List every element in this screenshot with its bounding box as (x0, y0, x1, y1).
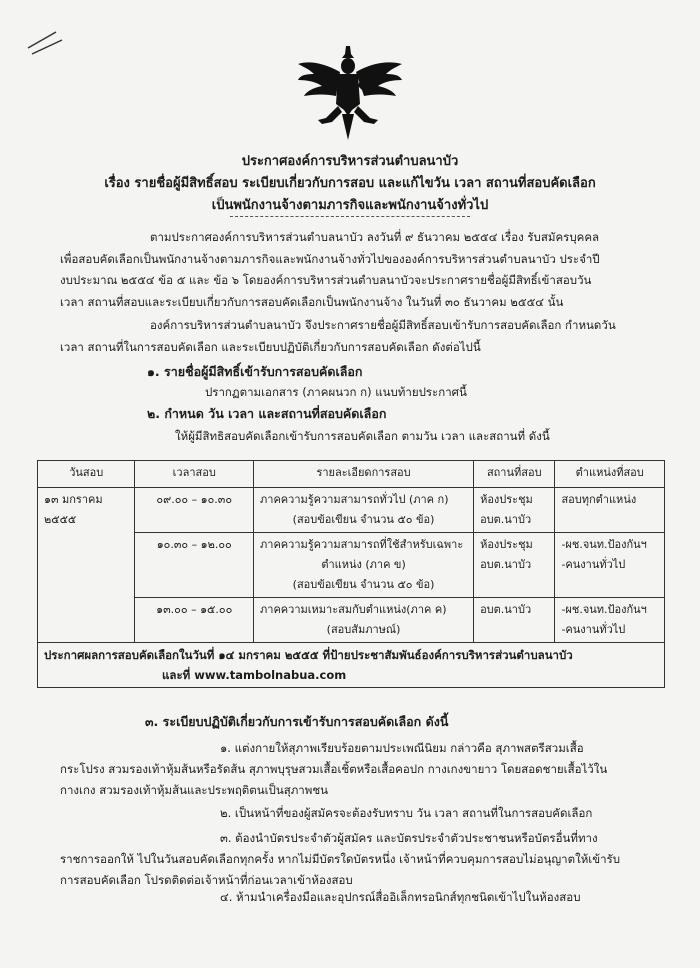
garuda-emblem-icon (296, 44, 404, 144)
table-header-row (38, 461, 665, 488)
rule-item-line: กางเกง สวมรองเท้าหุ้มส้นและประพฤติตนเป็นสุภาพชน (60, 783, 328, 797)
intro-paragraph-1 (60, 227, 660, 313)
exam-place-line: อบต.นาบัว (480, 603, 532, 616)
section1-body: ปรากฏตามเอกสาร (ภาคผนวก ก) แนบท้ายประกาศนี้ (205, 385, 467, 399)
exam-detail-line: ภาคความเหมาะสมกับตำแหน่ง(ภาค ค) (260, 603, 447, 616)
exam-place-line: อบต.นาบัว (480, 558, 532, 571)
exam-detail-line: (สอบข้อเขียน จำนวน ๕๐ ข้อ) (292, 513, 435, 526)
rule-item-1 (60, 738, 670, 801)
intro-p1-line: ตามประกาศองค์การบริหารส่วนตำบลนาบัว ลงวันที่ ๙ ธันวาคม ๒๕๕๔ เรื่อง รับสมัครบุคคล (150, 230, 600, 244)
rule-item-2: ๒. เป็นหน้าที่ของผู้สมัครจะต้องรับทราบ วัน เวลา สถานที่ในการสอบคัดเลือก (220, 806, 593, 820)
exam-schedule-table (37, 460, 665, 688)
header-divider (230, 216, 470, 217)
exam-detail-line: (สอบข้อเขียน จำนวน ๕๐ ข้อ) (292, 578, 435, 591)
section1-title: ๑. รายชื่อผู้มีสิทธิ์เข้ารับการสอบคัดเลือก (147, 364, 363, 379)
exam-place-line: ห้องประชุม (480, 538, 533, 551)
exam-detail-line: ภาคความรู้ความสามารถทั่วไป (ภาค ก) (260, 493, 449, 506)
exam-time-cell: ๑๐.๓๐ – ๑๒.๐๐ (135, 533, 254, 598)
table-row (38, 488, 665, 533)
exam-date-cell: ๑๓ มกราคม ๒๕๕๕ (38, 488, 135, 643)
section2-body: ให้ผู้มีสิทธิสอบคัดเลือกเข้ารับการสอบคัดเลือก ตามวัน เวลา และสถานที่ ดังนี้ (175, 429, 550, 443)
table-header-cell: วันสอบ (38, 461, 135, 488)
intro-p1-line: งบประมาณ ๒๕๕๔ ข้อ ๕ และ ข้อ ๖ โดยองค์การบริหารส่วนตำบลนาบัวจะประกาศรายชื่อผู้มีสิทธิ์เข้าสอบวัน (60, 273, 592, 287)
section3-title: ๓. ระเบียบปฏิบัติเกี่ยวกับการเข้ารับการสอบคัดเลือก ดังนี้ (145, 714, 449, 729)
results-announcement-line1: ประกาศผลการสอบคัดเลือกในวันที่ ๑๔ มกราคม ๒๕๕๕ ที่ป้ายประชาสัมพันธ์องค์การบริหารส่วนตำบลนาบัว (44, 648, 573, 662)
exam-detail-line: (สอบสัมภาษณ์) (326, 623, 401, 636)
results-announcement-line2: และที่ www.tambolnabua.com (162, 668, 347, 682)
intro-p1-line: เวลา สถานที่สอบและระเบียบเกี่ยวกับการสอบคัดเลือกเป็นพนักงานจ้าง ในวันที่ ๓๐ ธันวาคม ๒๕๕๔ นั้น (60, 294, 564, 309)
exam-position-line: -ผช.จนท.ป้องกันฯ (561, 603, 647, 616)
exam-position-cell (555, 488, 665, 533)
rule-item-4: ๔. ห้ามนำเครื่องมือและอุปกรณ์สื่ออิเล็กทรอนิกส์ทุกชนิดเข้าไปในห้องสอบ (220, 890, 581, 904)
exam-position-line: สอบทุกตำแหน่ง (561, 493, 637, 506)
exam-position-line: -คนงานทั่วไป (561, 558, 626, 571)
exam-place-cell (474, 598, 555, 643)
exam-position-line: -คนงานทั่วไป (561, 623, 626, 636)
results-announcement-cell (38, 643, 665, 688)
section2-title: ๒. กำหนด วัน เวลา และสถานที่สอบคัดเลือก (147, 406, 387, 421)
exam-time-cell: ๑๓.๐๐ – ๑๕.๐๐ (135, 598, 254, 643)
rule-item-line: กระโปรง สวมรองเท้าหุ้มส้นหรือรัดส้น สุภาพบุรุษสวมเสื้อเชิ้ตหรือเสื้อคอปก กางเกงขายาว โดยสอดชายเสื้อไว้ใน (60, 762, 608, 776)
exam-detail-cell (254, 488, 474, 533)
rule-item-line: ๑. แต่งกายให้สุภาพเรียบร้อยตามประเพณีนิยม กล่าวคือ สุภาพสตรีสวมเสื้อ (220, 741, 584, 755)
intro-p2-line: เวลา สถานที่ในการสอบคัดเลือก และระเบียบปฏิบัติเกี่ยวกับการสอบคัดเลือก ดังต่อไปนี้ (60, 339, 481, 354)
exam-detail-cell (254, 598, 474, 643)
table-header-cell: เวลาสอบ (135, 461, 254, 488)
rule-item-line: การสอบคัดเลือก โปรดติดต่อเจ้าหน้าที่ก่อนเวลาเข้าห้องสอบ (60, 873, 353, 887)
table-header-cell: ตำแหน่งที่สอบ (555, 461, 665, 488)
exam-place-cell (474, 488, 555, 533)
document-subject-line1: เรื่อง รายชื่อผู้มีสิทธิ์สอบ ระเบียบเกี่ยวกับการสอบ และแก้ไขวัน เวลา สถานที่สอบคัดเลือก (104, 176, 596, 191)
exam-position-line: -ผช.จนท.ป้องกันฯ (561, 538, 647, 551)
exam-position-cell (555, 533, 665, 598)
exam-detail-cell (254, 533, 474, 598)
rule-item-line: ราชการออกให้ ไปในวันสอบคัดเลือกทุกครั้ง หากไม่มีบัตรใดบัตรหนึ่ง เจ้าหน้าที่ควบคุมการสอบไม่อนุญาตให้เข้ารับ (60, 852, 621, 866)
rule-item-3 (60, 828, 670, 891)
exam-place-cell (474, 533, 555, 598)
table-header-cell: รายละเอียดการสอบ (254, 461, 474, 488)
intro-p1-line: เพื่อสอบคัดเลือกเป็นพนักงานจ้างตามภารกิจและพนักงานจ้างทั่วไปขององค์การบริหารส่วนตำบลนาบัว ประจำปี (60, 251, 600, 266)
exam-place-line: อบต.นาบัว (480, 513, 532, 526)
document-subject-line2: เป็นพนักงานจ้างตามภารกิจและพนักงานจ้างทั่วไป (211, 198, 489, 213)
pen-mark (26, 28, 66, 58)
exam-place-line: ห้องประชุม (480, 493, 533, 506)
table-header-cell: สถานที่สอบ (474, 461, 555, 488)
exam-detail-line: ตำแหน่ง (ภาค ข) (321, 558, 406, 571)
intro-p2-line: องค์การบริหารส่วนตำบลนาบัว จึงประกาศรายชื่อผู้มีสิทธิ์สอบเข้ารับการสอบคัดเลือก กำหนดวัน (150, 318, 616, 332)
document-org-heading: ประกาศองค์การบริหารส่วนตำบลนาบัว (241, 154, 459, 169)
intro-paragraph-2 (60, 315, 660, 358)
exam-detail-line: ภาคความรู้ความสามารถที่ใช้สำหรับเฉพาะ (260, 538, 464, 551)
rule-item-line: ๓. ต้องนำบัตรประจำตัวผู้สมัคร และบัตรประจำตัวประชาชนหรือบัตรอื่นที่ทาง (220, 831, 598, 845)
exam-time-cell: ๐๙.๐๐ – ๑๐.๓๐ (135, 488, 254, 533)
exam-position-cell (555, 598, 665, 643)
table-footer-row (38, 643, 665, 688)
